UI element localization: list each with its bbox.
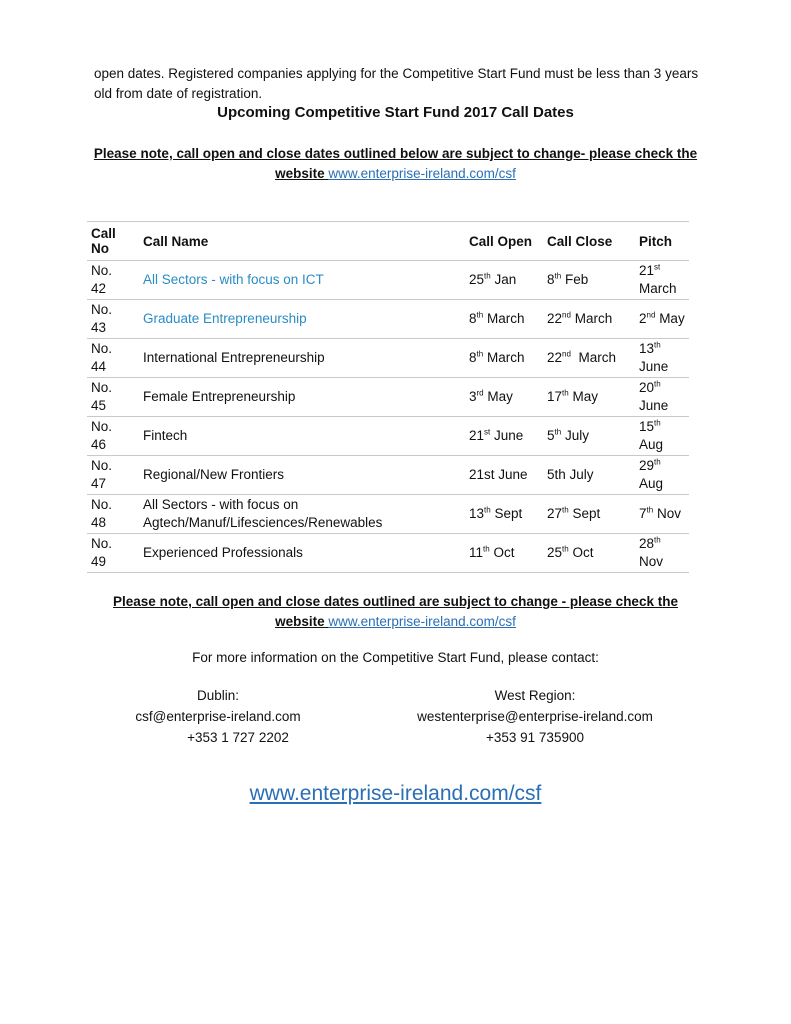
call-close: 5th July <box>547 427 589 443</box>
pitch: 13th June <box>639 340 669 374</box>
call-close: 25th Oct <box>547 544 594 560</box>
dublin-label: Dublin: <box>196 688 240 703</box>
call-open: 8th March <box>469 349 525 365</box>
call-open: 25th Jan <box>469 271 517 287</box>
call-open: 21st June <box>469 467 528 482</box>
note-top <box>80 144 711 184</box>
dublin-email: csf@enterprise-ireland.com <box>135 709 301 724</box>
note-bottom-link[interactable]: www.enterprise-ireland.com/csf <box>328 614 516 629</box>
call-name: Graduate Entrepreneurship <box>143 311 307 326</box>
call-name: All Sectors - with focus on Agtech/Manuf/Lifesciences/Renewables <box>143 497 383 530</box>
note-bottom-line1: Please note, call open and close dates outlined are subject to change - please check the <box>113 594 678 609</box>
intro-paragraph: open dates. Registered companies applying for the Competitive Start Fund must be less than 3 years old from date of registration. <box>94 66 699 101</box>
pitch: 15th Aug <box>639 418 664 452</box>
table-row <box>87 495 689 534</box>
contact-intro: For more information on the Competitive Start Fund, please contact: <box>192 650 599 665</box>
pitch: 7th Nov <box>639 505 681 521</box>
call-close: 27th Sept <box>547 505 601 521</box>
call-no: No. 45 <box>91 380 113 413</box>
table-row <box>87 417 689 456</box>
note-bottom-website-label: website <box>275 614 325 629</box>
table-row <box>87 339 689 378</box>
west-email: westenterprise@enterprise-ireland.com <box>417 709 653 724</box>
call-no: No. 42 <box>91 263 113 296</box>
table-header-row <box>87 222 689 261</box>
call-close: 22nd March <box>547 310 613 326</box>
call-name: Fintech <box>143 428 188 443</box>
call-name: Regional/New Frontiers <box>143 467 285 482</box>
call-close: 8th Feb <box>547 271 589 287</box>
footer-url-wrapper <box>0 782 791 806</box>
header-pitch: Pitch <box>639 233 673 249</box>
call-no: No. 44 <box>91 341 113 374</box>
call-no: No. 48 <box>91 497 113 530</box>
call-close: 17th May <box>547 388 598 404</box>
call-open: 3rd May <box>469 388 513 404</box>
note-top-line1: Please note, call open and close dates outlined below are subject to change- please check the <box>93 146 698 161</box>
header-call-close: Call Close <box>547 233 613 249</box>
footer-url-link[interactable]: www.enterprise-ireland.com/csf <box>249 782 542 805</box>
table-row <box>87 261 689 300</box>
west-label: West Region: <box>494 688 576 703</box>
note-bottom <box>80 592 711 632</box>
call-open: 21st June <box>469 427 524 443</box>
table-row <box>87 534 689 573</box>
table-row <box>87 378 689 417</box>
call-open: 13th Sept <box>469 505 523 521</box>
call-name: Experienced Professionals <box>143 545 303 560</box>
call-no: No. 47 <box>91 458 113 491</box>
note-top-link[interactable]: www.enterprise-ireland.com/csf <box>328 166 516 181</box>
call-open: 8th March <box>469 310 525 326</box>
pitch: 29th Aug <box>639 457 664 491</box>
table-row <box>87 456 689 495</box>
dublin-phone: +353 1 727 2202 <box>187 730 289 745</box>
call-no: No. 46 <box>91 419 113 452</box>
pitch: 28th Nov <box>639 535 664 569</box>
call-close: 22nd March <box>547 349 616 365</box>
call-name: International Entrepreneurship <box>143 350 325 365</box>
header-call-open: Call Open <box>469 233 533 249</box>
note-top-line2 <box>80 164 711 184</box>
west-phone: +353 91 735900 <box>486 730 584 745</box>
call-name: Female Entrepreneurship <box>143 389 296 404</box>
header-call-no: Call No <box>91 226 116 256</box>
contact-west <box>400 685 670 748</box>
call-close: 5th July <box>547 467 594 482</box>
pitch: 21st March <box>639 262 677 296</box>
call-no: No. 43 <box>91 302 113 335</box>
call-name: All Sectors - with focus on ICT <box>143 272 324 287</box>
table-row <box>87 300 689 339</box>
call-no: No. 49 <box>91 536 113 569</box>
pitch: 2nd May <box>639 310 685 326</box>
call-dates-table <box>87 221 689 573</box>
header-call-name: Call Name <box>143 233 209 249</box>
contact-dublin <box>118 685 318 748</box>
call-open: 11th Oct <box>469 544 515 560</box>
page-title: Upcoming Competitive Start Fund 2017 Call Dates <box>217 104 574 121</box>
pitch: 20th June <box>639 379 669 413</box>
note-bottom-line2 <box>80 612 711 632</box>
note-top-website-label: website <box>275 166 325 181</box>
